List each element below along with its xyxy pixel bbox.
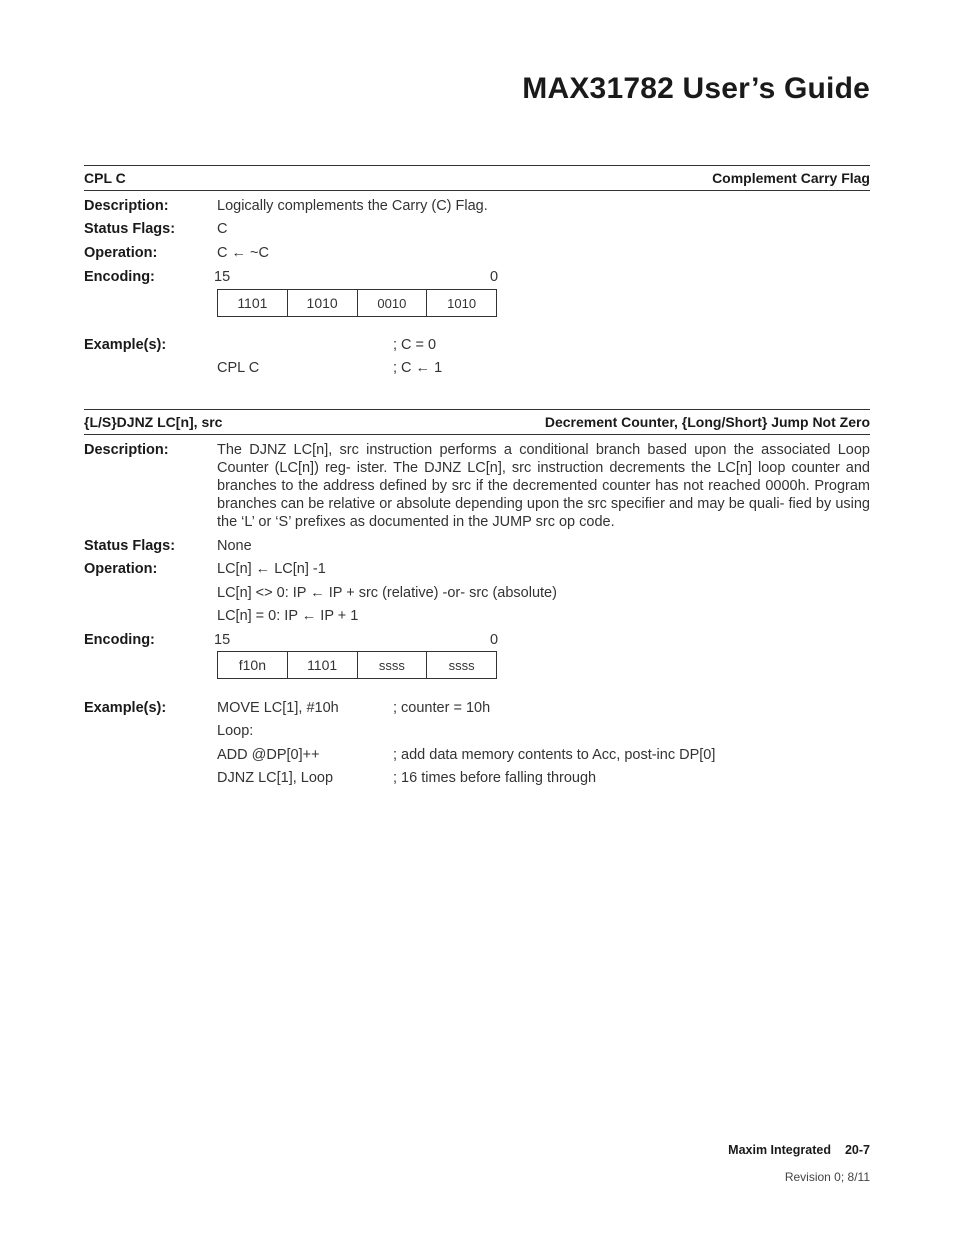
- encoding-label: Encoding:: [84, 269, 155, 285]
- instruction-header: [84, 165, 870, 191]
- footer-revision: Revision 0; 8/11: [784, 1170, 870, 1184]
- encoding-cell: 1010: [288, 290, 358, 316]
- encoding-table: [217, 289, 497, 317]
- operation-line: C ← ~C: [217, 245, 269, 261]
- encoding-low-bit: 0: [490, 632, 499, 648]
- description-label: Description:: [84, 442, 169, 458]
- encoding-cell: 1010: [447, 295, 477, 311]
- operation-label: Operation:: [84, 245, 158, 261]
- examples-label: Example(s):: [84, 700, 167, 716]
- status-flags-label: Status Flags:: [84, 538, 176, 554]
- status-flags-label: Status Flags:: [84, 221, 176, 237]
- encoding-high-bit: 15: [214, 632, 231, 648]
- footer-company: Maxim Integrated: [728, 1143, 831, 1157]
- instruction-section-cpl-c: [84, 165, 870, 385]
- encoding-high-bit: 15: [214, 269, 231, 285]
- example-code: DJNZ LC[1], Loop: [217, 770, 334, 786]
- instruction-section-djnz: [84, 409, 870, 799]
- example-comment: ; C ← 1: [393, 360, 443, 376]
- example-comment: ; C = 0: [393, 337, 437, 353]
- example-code: Loop:: [217, 723, 254, 739]
- description-text: The DJNZ LC[n], src instruction performs a conditional branch based upon the associated Loop Counter (LC[n]) reg- ister. The DJNZ LC[n], src instruction decrements the LC[n] loop counter and branches to the address defined by src if the decremented counter has not reached 0000h. Program branches can be relative or absolute depending upon the src specifier and may be quali- fied by using the ‘L’ or ‘S’ prefixes as documented in the JUMP src op code.: [217, 442, 870, 530]
- document-title: MAX31782 User’s Guide: [522, 72, 870, 105]
- instruction-summary: Decrement Counter, {Long/Short} Jump Not Zero: [544, 414, 870, 430]
- instruction-name: CPL C: [84, 170, 126, 186]
- footer-page-number: 20-7: [844, 1143, 870, 1157]
- footer-brand: [728, 1143, 870, 1157]
- encoding-cell: 0010: [358, 290, 428, 316]
- example-comment: ; add data memory contents to Acc, post-inc DP[0]: [393, 747, 716, 763]
- description-text: Logically complements the Carry (C) Flag.: [217, 198, 488, 214]
- example-code: ADD @DP[0]++: [217, 747, 320, 763]
- instruction-header: [84, 409, 870, 435]
- operation-line: LC[n] ← LC[n] -1: [217, 561, 326, 577]
- encoding-cell: f10n: [218, 652, 288, 678]
- example-code: CPL C: [217, 360, 260, 376]
- operation-line: LC[n] <> 0: IP ← IP + src (relative) -or- src (absolute): [217, 585, 557, 601]
- example-comment: ; counter = 10h: [393, 700, 491, 716]
- encoding-cell: ssss: [358, 652, 428, 678]
- status-flags-value: C: [217, 221, 228, 237]
- example-code: MOVE LC[1], #10h: [217, 700, 339, 716]
- encoding-cell: 1101: [218, 290, 288, 316]
- encoding-cell: ssss: [448, 657, 475, 673]
- encoding-label: Encoding:: [84, 632, 155, 648]
- encoding-table: [217, 651, 497, 679]
- encoding-cell: 1101: [288, 652, 358, 678]
- example-comment: ; 16 times before falling through: [393, 770, 597, 786]
- examples-label: Example(s):: [84, 337, 167, 353]
- description-label: Description:: [84, 198, 169, 214]
- operation-label: Operation:: [84, 561, 158, 577]
- instruction-summary: Complement Carry Flag: [712, 170, 870, 186]
- status-flags-value: None: [217, 538, 252, 554]
- encoding-low-bit: 0: [490, 269, 499, 285]
- instruction-name: {L/S}DJNZ LC[n], src: [84, 414, 223, 430]
- operation-line: LC[n] = 0: IP ← IP + 1: [217, 608, 359, 624]
